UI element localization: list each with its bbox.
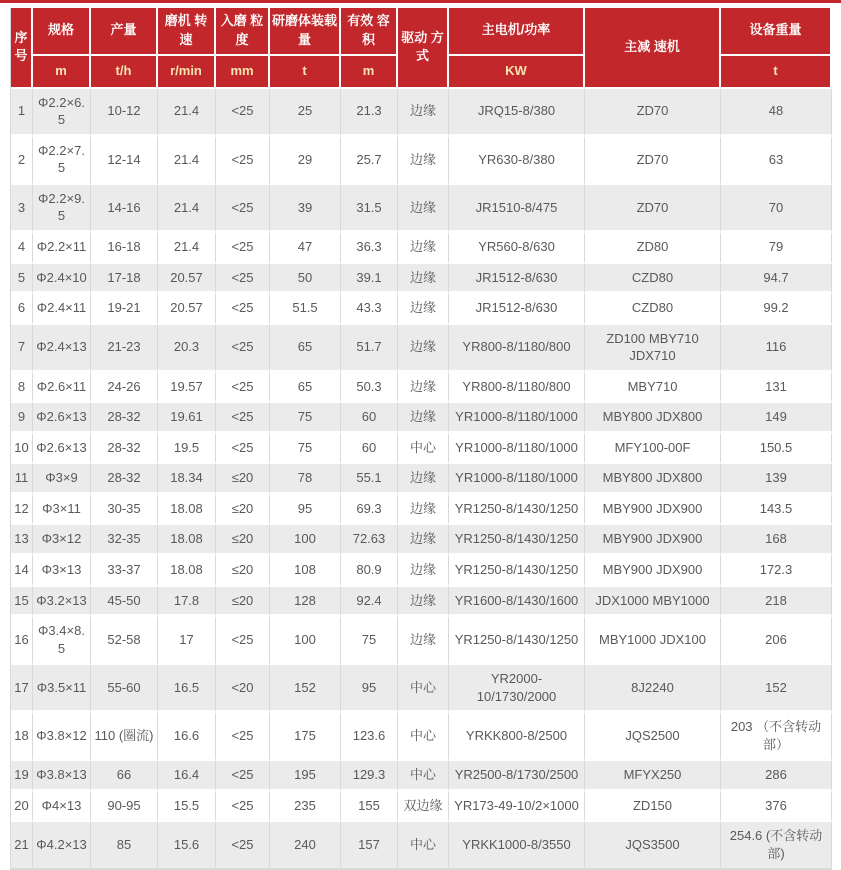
cell-drive: 边缘 <box>398 233 449 264</box>
cell-output: 12-14 <box>91 137 158 185</box>
table-row <box>11 792 832 823</box>
cell-reducer: JQS3500 <box>585 822 721 868</box>
cell-weight: 99.2 <box>721 294 832 325</box>
cell-index-no: 21 <box>11 822 33 868</box>
cell-volume: 39.1 <box>341 264 398 295</box>
unit-motor: KW <box>449 56 585 89</box>
cell-media-load: 235 <box>270 792 341 823</box>
cell-weight: 149 <box>721 403 832 434</box>
cell-output: 66 <box>91 761 158 792</box>
cell-index-no: 4 <box>11 233 33 264</box>
cell-speed: 18.08 <box>158 495 216 526</box>
cell-index-no: 17 <box>11 665 33 713</box>
cell-index-no: 18 <box>11 713 33 761</box>
cell-index-no: 3 <box>11 185 33 233</box>
cell-volume: 157 <box>341 822 398 868</box>
cell-output: 110 (圈流) <box>91 713 158 761</box>
cell-volume: 60 <box>341 403 398 434</box>
cell-reducer: JDX1000 MBY1000 <box>585 587 721 618</box>
cell-weight: 203 （不含转动部） <box>721 713 832 761</box>
cell-drive: 边缘 <box>398 587 449 618</box>
table-row <box>11 89 832 137</box>
cell-weight: 254.6 (不含转动部) <box>721 822 832 868</box>
cell-reducer: MFY100-00F <box>585 434 721 465</box>
cell-volume: 80.9 <box>341 556 398 587</box>
cell-motor: YR1250-8/1430/1250 <box>449 556 585 587</box>
cell-feed-size: ≤20 <box>216 464 270 495</box>
cell-weight: 152 <box>721 665 832 713</box>
cell-weight: 79 <box>721 233 832 264</box>
cell-reducer: MBY900 JDX900 <box>585 495 721 526</box>
cell-motor: YR1600-8/1430/1600 <box>449 587 585 618</box>
cell-media-load: 39 <box>270 185 341 233</box>
cell-output: 55-60 <box>91 665 158 713</box>
table-row <box>11 137 832 185</box>
cell-media-load: 195 <box>270 761 341 792</box>
cell-index-no: 8 <box>11 373 33 404</box>
cell-spec: Φ2.4×13 <box>33 325 91 373</box>
cell-media-load: 128 <box>270 587 341 618</box>
header-row-main <box>11 8 832 56</box>
cell-media-load: 51.5 <box>270 294 341 325</box>
table-row <box>11 294 832 325</box>
cell-media-load: 240 <box>270 822 341 868</box>
unit-output: t/h <box>91 56 158 89</box>
cell-media-load: 65 <box>270 325 341 373</box>
cell-media-load: 29 <box>270 137 341 185</box>
cell-weight: 218 <box>721 587 832 618</box>
cell-volume: 55.1 <box>341 464 398 495</box>
header-motor: 主电机/功率 <box>449 8 585 56</box>
table-header <box>11 8 832 89</box>
header-reducer: 主减 速机 <box>585 8 721 89</box>
header-weight: 设备重量 <box>721 8 832 56</box>
cell-output: 30-35 <box>91 495 158 526</box>
cell-reducer: ZD150 <box>585 792 721 823</box>
cell-motor: YR2500-8/1730/2500 <box>449 761 585 792</box>
cell-motor: YR1250-8/1430/1250 <box>449 495 585 526</box>
cell-weight: 376 <box>721 792 832 823</box>
cell-reducer: MFYX250 <box>585 761 721 792</box>
cell-media-load: 175 <box>270 713 341 761</box>
cell-weight: 48 <box>721 89 832 137</box>
cell-volume: 51.7 <box>341 325 398 373</box>
table-row <box>11 264 832 295</box>
table-row <box>11 761 832 792</box>
cell-drive: 中心 <box>398 713 449 761</box>
unit-weight: t <box>721 56 832 89</box>
cell-speed: 21.4 <box>158 233 216 264</box>
cell-motor: YRKK1000-8/3550 <box>449 822 585 868</box>
cell-volume: 72.63 <box>341 525 398 556</box>
cell-index-no: 15 <box>11 587 33 618</box>
cell-index-no: 20 <box>11 792 33 823</box>
cell-volume: 129.3 <box>341 761 398 792</box>
cell-spec: Φ2.6×13 <box>33 434 91 465</box>
cell-spec: Φ3.5×11 <box>33 665 91 713</box>
cell-feed-size: <25 <box>216 233 270 264</box>
cell-speed: 20.57 <box>158 264 216 295</box>
table-row <box>11 403 832 434</box>
cell-media-load: 152 <box>270 665 341 713</box>
cell-feed-size: <25 <box>216 403 270 434</box>
cell-weight: 63 <box>721 137 832 185</box>
cell-index-no: 19 <box>11 761 33 792</box>
cell-volume: 60 <box>341 434 398 465</box>
cell-drive: 中心 <box>398 822 449 868</box>
cell-spec: Φ2.2×11 <box>33 233 91 264</box>
cell-speed: 20.3 <box>158 325 216 373</box>
cell-index-no: 5 <box>11 264 33 295</box>
table-row <box>11 525 832 556</box>
table-row <box>11 233 832 264</box>
cell-reducer: JQS2500 <box>585 713 721 761</box>
cell-drive: 中心 <box>398 665 449 713</box>
cell-output: 10-12 <box>91 89 158 137</box>
cell-output: 28-32 <box>91 434 158 465</box>
cell-volume: 25.7 <box>341 137 398 185</box>
cell-speed: 18.34 <box>158 464 216 495</box>
cell-feed-size: <25 <box>216 713 270 761</box>
cell-feed-size: <25 <box>216 325 270 373</box>
header-media-load: 研磨体装载量 <box>270 8 341 56</box>
cell-index-no: 16 <box>11 617 33 665</box>
header-output: 产量 <box>91 8 158 56</box>
cell-spec: Φ2.2×6.5 <box>33 89 91 137</box>
unit-volume: m <box>341 56 398 89</box>
cell-feed-size: <25 <box>216 137 270 185</box>
cell-index-no: 10 <box>11 434 33 465</box>
cell-motor: YR1000-8/1180/1000 <box>449 464 585 495</box>
cell-volume: 50.3 <box>341 373 398 404</box>
cell-index-no: 12 <box>11 495 33 526</box>
cell-media-load: 25 <box>270 89 341 137</box>
cell-feed-size: ≤20 <box>216 587 270 618</box>
cell-weight: 116 <box>721 325 832 373</box>
cell-spec: Φ3.8×12 <box>33 713 91 761</box>
cell-speed: 19.61 <box>158 403 216 434</box>
cell-speed: 18.08 <box>158 556 216 587</box>
cell-motor: YR800-8/1180/800 <box>449 373 585 404</box>
cell-speed: 21.4 <box>158 185 216 233</box>
cell-motor: YR173-49-10/2×1000 <box>449 792 585 823</box>
cell-spec: Φ2.4×11 <box>33 294 91 325</box>
cell-media-load: 50 <box>270 264 341 295</box>
cell-media-load: 75 <box>270 403 341 434</box>
cell-weight: 206 <box>721 617 832 665</box>
cell-drive: 边缘 <box>398 325 449 373</box>
cell-media-load: 95 <box>270 495 341 526</box>
cell-speed: 16.4 <box>158 761 216 792</box>
cell-volume: 36.3 <box>341 233 398 264</box>
cell-feed-size: <25 <box>216 264 270 295</box>
cell-weight: 70 <box>721 185 832 233</box>
cell-media-load: 108 <box>270 556 341 587</box>
cell-drive: 边缘 <box>398 617 449 665</box>
cell-reducer: ZD70 <box>585 185 721 233</box>
cell-spec: Φ3×12 <box>33 525 91 556</box>
table-row <box>11 325 832 373</box>
header-drive: 驱动 方式 <box>398 8 449 89</box>
cell-volume: 31.5 <box>341 185 398 233</box>
cell-output: 16-18 <box>91 233 158 264</box>
cell-weight: 150.5 <box>721 434 832 465</box>
cell-feed-size: ≤20 <box>216 495 270 526</box>
cell-media-load: 75 <box>270 434 341 465</box>
cell-spec: Φ2.2×9.5 <box>33 185 91 233</box>
cell-motor: YR1250-8/1430/1250 <box>449 617 585 665</box>
cell-drive: 边缘 <box>398 264 449 295</box>
cell-drive: 边缘 <box>398 525 449 556</box>
cell-output: 21-23 <box>91 325 158 373</box>
cell-speed: 19.5 <box>158 434 216 465</box>
cell-feed-size: <25 <box>216 792 270 823</box>
table-row <box>11 434 832 465</box>
cell-output: 24-26 <box>91 373 158 404</box>
cell-index-no: 2 <box>11 137 33 185</box>
cell-output: 17-18 <box>91 264 158 295</box>
cell-motor: JR1512-8/630 <box>449 264 585 295</box>
cell-feed-size: <20 <box>216 665 270 713</box>
cell-index-no: 1 <box>11 89 33 137</box>
cell-motor: YR560-8/630 <box>449 233 585 264</box>
unit-feed-size: mm <box>216 56 270 89</box>
cell-reducer: 8J2240 <box>585 665 721 713</box>
cell-media-load: 78 <box>270 464 341 495</box>
cell-reducer: MBY800 JDX800 <box>585 464 721 495</box>
cell-speed: 16.5 <box>158 665 216 713</box>
cell-motor: YR630-8/380 <box>449 137 585 185</box>
cell-weight: 172.3 <box>721 556 832 587</box>
cell-feed-size: <25 <box>216 434 270 465</box>
cell-speed: 15.6 <box>158 822 216 868</box>
cell-reducer: MBY1000 JDX100 <box>585 617 721 665</box>
cell-reducer: ZD100 MBY710 JDX710 <box>585 325 721 373</box>
cell-output: 28-32 <box>91 464 158 495</box>
cell-feed-size: <25 <box>216 185 270 233</box>
cell-drive: 中心 <box>398 434 449 465</box>
unit-speed: r/min <box>158 56 216 89</box>
cell-volume: 75 <box>341 617 398 665</box>
cell-feed-size: <25 <box>216 822 270 868</box>
unit-spec: m <box>33 56 91 89</box>
cell-motor: YR1000-8/1180/1000 <box>449 403 585 434</box>
cell-volume: 69.3 <box>341 495 398 526</box>
cell-speed: 16.6 <box>158 713 216 761</box>
cell-reducer: ZD70 <box>585 137 721 185</box>
header-index-no: 序号 <box>11 8 33 89</box>
mill-spec-table <box>10 8 832 870</box>
cell-speed: 20.57 <box>158 294 216 325</box>
cell-spec: Φ2.6×11 <box>33 373 91 404</box>
cell-output: 52-58 <box>91 617 158 665</box>
cell-output: 28-32 <box>91 403 158 434</box>
cell-feed-size: ≤20 <box>216 556 270 587</box>
cell-weight: 139 <box>721 464 832 495</box>
table-body <box>11 89 832 869</box>
cell-motor: YR2000- 10/1730/2000 <box>449 665 585 713</box>
cell-speed: 21.4 <box>158 89 216 137</box>
table-row <box>11 713 832 761</box>
cell-weight: 168 <box>721 525 832 556</box>
cell-index-no: 14 <box>11 556 33 587</box>
cell-spec: Φ4×13 <box>33 792 91 823</box>
cell-motor: YR800-8/1180/800 <box>449 325 585 373</box>
cell-media-load: 100 <box>270 525 341 556</box>
cell-index-no: 6 <box>11 294 33 325</box>
cell-output: 85 <box>91 822 158 868</box>
cell-spec: Φ3×13 <box>33 556 91 587</box>
top-border-strip <box>0 0 841 3</box>
header-volume: 有效 容积 <box>341 8 398 56</box>
cell-media-load: 47 <box>270 233 341 264</box>
cell-volume: 43.3 <box>341 294 398 325</box>
cell-drive: 边缘 <box>398 464 449 495</box>
table-row <box>11 617 832 665</box>
cell-weight: 143.5 <box>721 495 832 526</box>
cell-speed: 21.4 <box>158 137 216 185</box>
cell-reducer: MBY900 JDX900 <box>585 556 721 587</box>
cell-reducer: ZD70 <box>585 89 721 137</box>
cell-spec: Φ3.2×13 <box>33 587 91 618</box>
cell-index-no: 11 <box>11 464 33 495</box>
cell-feed-size: <25 <box>216 294 270 325</box>
header-speed: 磨机 转速 <box>158 8 216 56</box>
cell-volume: 21.3 <box>341 89 398 137</box>
cell-output: 45-50 <box>91 587 158 618</box>
cell-drive: 边缘 <box>398 403 449 434</box>
cell-drive: 边缘 <box>398 373 449 404</box>
cell-motor: YR1250-8/1430/1250 <box>449 525 585 556</box>
cell-motor: YRKK800-8/2500 <box>449 713 585 761</box>
cell-drive: 边缘 <box>398 89 449 137</box>
cell-motor: YR1000-8/1180/1000 <box>449 434 585 465</box>
unit-media-load: t <box>270 56 341 89</box>
cell-motor: JR1512-8/630 <box>449 294 585 325</box>
cell-media-load: 65 <box>270 373 341 404</box>
cell-reducer: ZD80 <box>585 233 721 264</box>
cell-weight: 286 <box>721 761 832 792</box>
cell-volume: 95 <box>341 665 398 713</box>
cell-output: 32-35 <box>91 525 158 556</box>
cell-motor: JR1510-8/475 <box>449 185 585 233</box>
cell-feed-size: ≤20 <box>216 525 270 556</box>
cell-drive: 边缘 <box>398 185 449 233</box>
cell-reducer: MBY900 JDX900 <box>585 525 721 556</box>
cell-volume: 123.6 <box>341 713 398 761</box>
cell-spec: Φ3.8×13 <box>33 761 91 792</box>
cell-spec: Φ4.2×13 <box>33 822 91 868</box>
cell-speed: 19.57 <box>158 373 216 404</box>
cell-output: 90-95 <box>91 792 158 823</box>
cell-spec: Φ2.4×10 <box>33 264 91 295</box>
cell-speed: 17 <box>158 617 216 665</box>
cell-spec: Φ2.2×7.5 <box>33 137 91 185</box>
cell-media-load: 100 <box>270 617 341 665</box>
table-row <box>11 556 832 587</box>
cell-drive: 边缘 <box>398 137 449 185</box>
cell-drive: 中心 <box>398 761 449 792</box>
cell-output: 14-16 <box>91 185 158 233</box>
table-row <box>11 495 832 526</box>
header-feed-size: 入磨 粒度 <box>216 8 270 56</box>
table-row <box>11 665 832 713</box>
cell-spec: Φ3×11 <box>33 495 91 526</box>
cell-drive: 边缘 <box>398 556 449 587</box>
cell-reducer: CZD80 <box>585 294 721 325</box>
cell-feed-size: <25 <box>216 89 270 137</box>
cell-output: 33-37 <box>91 556 158 587</box>
cell-reducer: CZD80 <box>585 264 721 295</box>
cell-reducer: MBY710 <box>585 373 721 404</box>
cell-volume: 155 <box>341 792 398 823</box>
cell-index-no: 13 <box>11 525 33 556</box>
cell-motor: JRQ15-8/380 <box>449 89 585 137</box>
cell-drive: 双边缘 <box>398 792 449 823</box>
header-spec: 规格 <box>33 8 91 56</box>
cell-reducer: MBY800 JDX800 <box>585 403 721 434</box>
cell-feed-size: <25 <box>216 761 270 792</box>
cell-speed: 17.8 <box>158 587 216 618</box>
table-row <box>11 185 832 233</box>
cell-index-no: 9 <box>11 403 33 434</box>
cell-index-no: 7 <box>11 325 33 373</box>
cell-spec: Φ3.4×8.5 <box>33 617 91 665</box>
cell-speed: 18.08 <box>158 525 216 556</box>
table-row <box>11 822 832 868</box>
table-row <box>11 373 832 404</box>
cell-drive: 边缘 <box>398 495 449 526</box>
cell-speed: 15.5 <box>158 792 216 823</box>
cell-feed-size: <25 <box>216 373 270 404</box>
cell-weight: 94.7 <box>721 264 832 295</box>
cell-spec: Φ2.6×13 <box>33 403 91 434</box>
table-row <box>11 587 832 618</box>
cell-drive: 边缘 <box>398 294 449 325</box>
cell-output: 19-21 <box>91 294 158 325</box>
cell-feed-size: <25 <box>216 617 270 665</box>
cell-weight: 131 <box>721 373 832 404</box>
table-row <box>11 464 832 495</box>
cell-spec: Φ3×9 <box>33 464 91 495</box>
cell-volume: 92.4 <box>341 587 398 618</box>
